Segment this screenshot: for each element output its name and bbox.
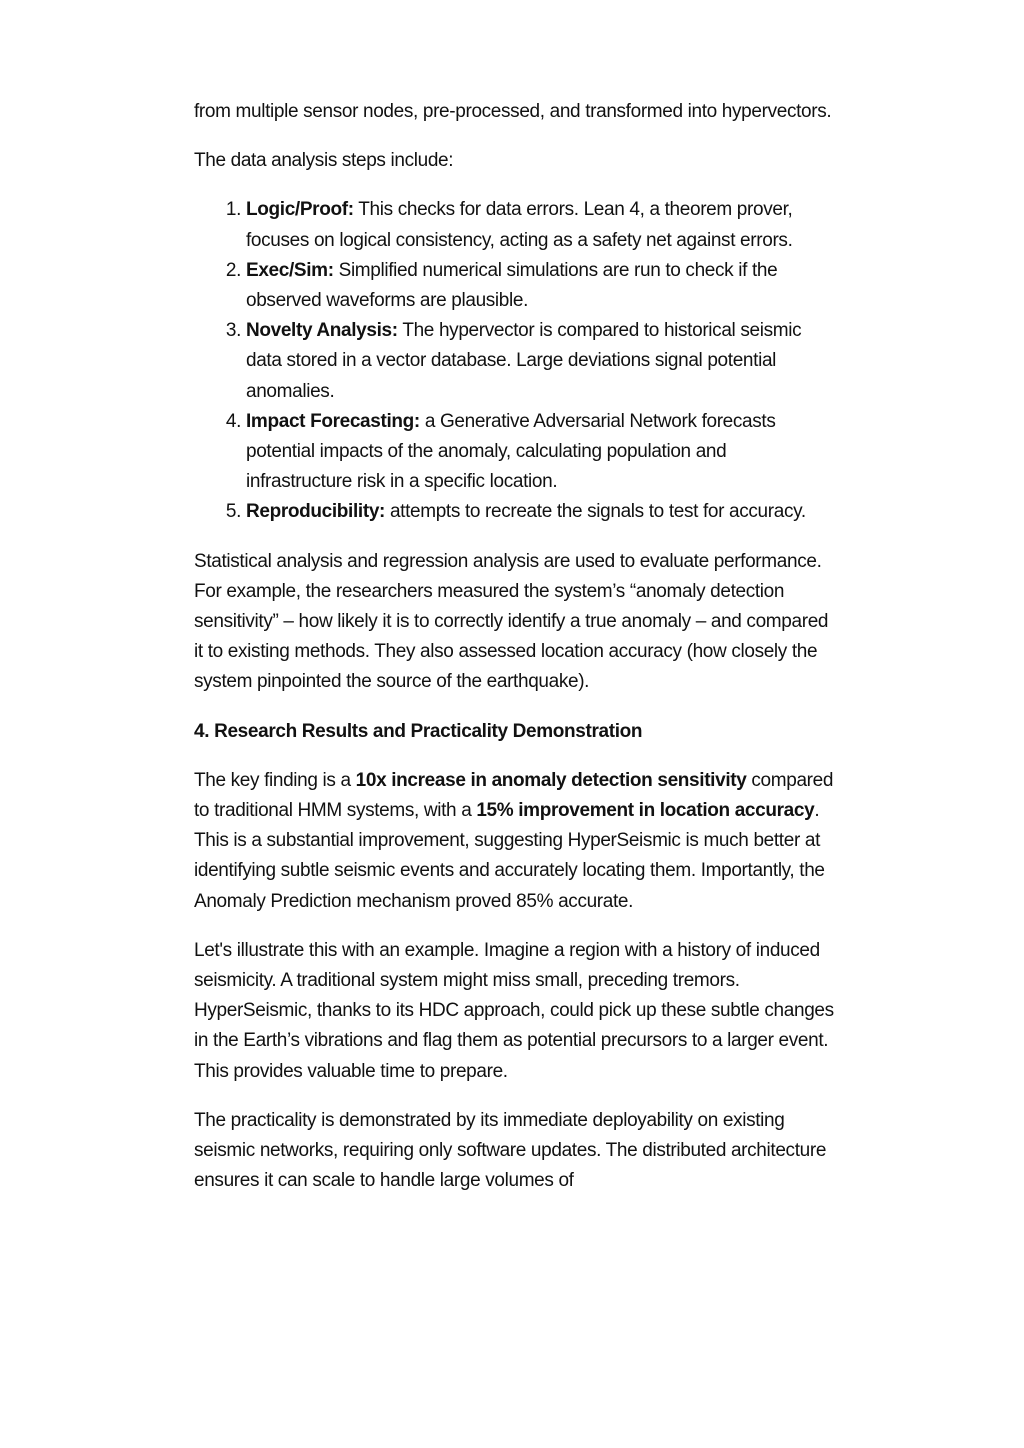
step-label: Logic/Proof:: [246, 199, 354, 221]
analysis-steps-list: [194, 195, 834, 527]
step-text: The hypervector is compared to historical seismic data stored in a vector database. Large deviations signal potential anomalies.: [246, 320, 802, 402]
step-text: This checks for data errors. Lean 4, a theorem prover, focuses on logical consistency, acting as a safety net against errors.: [246, 199, 793, 251]
step-label: Novelty Analysis:: [246, 320, 398, 342]
list-item: [246, 497, 834, 527]
step-text: attempts to recreate the signals to test for accuracy.: [385, 501, 806, 523]
document-page: [194, 97, 834, 1216]
paragraph-intro-tail: from multiple sensor nodes, pre-processed, and transformed into hypervectors.: [194, 101, 832, 122]
paragraph-results: [194, 766, 834, 917]
list-item: [246, 195, 834, 255]
results-highlight-location: 15% improvement in location accuracy: [476, 800, 815, 822]
results-highlight-sensitivity: 10x increase in anomaly detection sensitivity: [355, 769, 747, 791]
step-label: Impact Forecasting:: [246, 410, 420, 432]
paragraph-practicality: The practicality is demonstrated by its immediate deployability on existing seismic networks, requiring only software updates. The distributed architecture ensures it can scale to handle large volumes of: [194, 1109, 827, 1192]
results-text: The key finding is a: [194, 769, 356, 791]
list-item: [246, 316, 834, 407]
list-item: [246, 256, 834, 316]
step-label: Exec/Sim:: [246, 259, 334, 281]
paragraph-example: Let's illustrate this with an example. Imagine a region with a history of induced seismicity. A traditional system might miss small, preceding tremors. HyperSeismic, thanks to its HDC approach, could pick up these subtle changes in the Earth’s vibrations and flag them as potential precursors to a larger event. This provides valuable time to prepare.: [194, 939, 834, 1082]
list-item: [246, 407, 834, 498]
step-text: Simplified numerical simulations are run to check if the observed waveforms are plausible.: [246, 259, 778, 312]
steps-intro: The data analysis steps include:: [194, 150, 454, 172]
section-heading: 4. Research Results and Practicality Demonstration: [194, 720, 643, 742]
results-text: . This is a substantial improvement, suggesting HyperSeismic is much better at identifying subtle seismic events and accurately locating them. Importantly, the Anomaly Prediction mechanism proved 85% accurate.: [194, 800, 825, 912]
step-label: Reproducibility:: [246, 501, 386, 523]
paragraph-statistics: Statistical analysis and regression analysis are used to evaluate performance. For example, the researchers measured the system’s “anomaly detection sensitivity” – how likely it is to correctly identify a true anomaly – and compared it to existing methods. They also assessed location accuracy (how closely the system pinpointed the source of the earthquake).: [194, 550, 829, 693]
results-text: compared to traditional HMM systems, with a: [194, 769, 834, 822]
step-text: a Generative Adversarial Network forecasts potential impacts of the anomaly, calculating population and infrastructure risk in a specific location.: [246, 410, 776, 493]
